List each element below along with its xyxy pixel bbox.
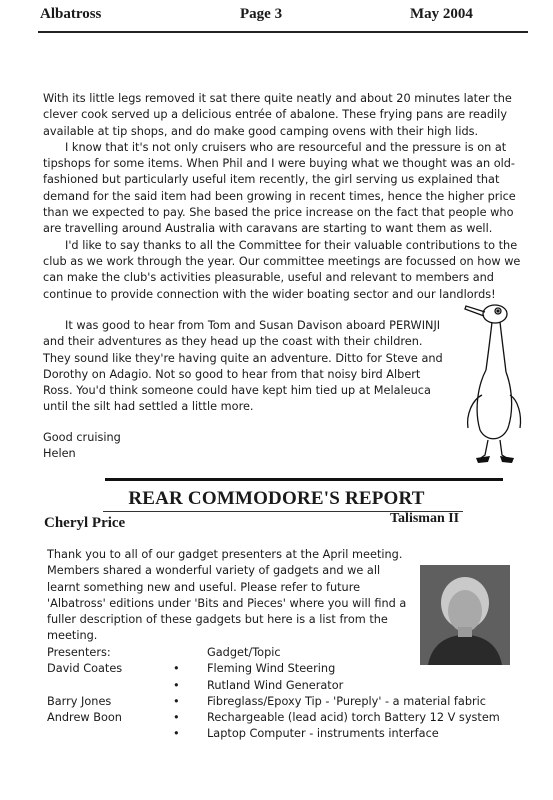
gadget-topics (207, 645, 500, 743)
list-item: Fleming Wind Steering (207, 662, 336, 676)
list-item: Barry Jones (47, 694, 112, 708)
section-divider (105, 478, 503, 481)
author-boat: Talisman II (390, 511, 460, 526)
bullet-column (173, 645, 180, 743)
page-number: Page 3 (240, 6, 283, 22)
list-item: David Coates (47, 662, 123, 676)
list-item: Andrew Boon (47, 711, 122, 725)
list-item: Gadget/Topic (207, 646, 281, 659)
paragraph-gadgets: Thank you to all of our gadget presenters at the April meeting. Members shared a wonderful variety of gadgets and we all learnt something new and useful. Please refer to future 'Albatross' editions under 'Bits and Pieces' where you will find a fuller description of these gadgets but here is a list from the meeting. (47, 548, 407, 643)
intro-text (43, 91, 521, 303)
list-item: Laptop Computer - instruments interface (207, 727, 439, 741)
report-title: REAR COMMODORE'S REPORT (128, 488, 425, 509)
paragraph-committee: I'd like to say thanks to all the Committee for their valuable contributions to the club as we work through the year. Our committee meetings are focussed on how we can make the club's activities pleasurable, useful and relevant to members and continue to provide connection with the wider boating sector and our landlords! (43, 238, 521, 301)
header-rule (38, 31, 528, 33)
bullet-icon: • (173, 727, 180, 741)
bullet-icon: • (173, 711, 180, 725)
presenter-names (47, 645, 122, 743)
bullet-icon (173, 645, 180, 661)
list-item (47, 678, 122, 694)
paragraph-tipshops: I know that it's not only cruisers who are resourceful and the pressure is on at tipshops for some items. When Phil and I were buying what we thought was an old-fashioned but particularly useful item recently, the girl serving us explained that demand for the said item had been growing in recent times, hence the higher price than we expected to pay. She based the price increase on the fact that people who are travelling around Australia with caravans are starting to want them as well. (43, 140, 516, 236)
report-author: Cheryl Price (44, 515, 126, 531)
paragraph-davison: It was good to hear from Tom and Susan Davison aboard PERWINJI and their adventures as they head up the coast with their children. They sound like they're having quite an adventure. Ditto for Steve and Dorothy on Adagio. Not so good to hear from that noisy bird Albert Ross. You'd think someone could have kept him tied up at Melaleuca until the silt had settled a little more. (43, 319, 443, 414)
bullet-icon: • (173, 662, 180, 676)
signoff-line: Good cruising (43, 431, 121, 444)
issue-date: May 2004 (410, 6, 473, 22)
list-item: Rutland Wind Generator (207, 678, 344, 692)
list-item: Rechargeable (lead acid) torch Battery 12 V system (207, 711, 500, 725)
list-item: Fibreglass/Epoxy Tip - 'Pureply' - a material fabric (207, 694, 487, 708)
newsletter-name: Albatross (40, 6, 102, 22)
bullet-icon: • (173, 678, 180, 692)
list-item: Presenters: (47, 646, 111, 659)
davison-text (43, 318, 443, 416)
signoff-name: Helen (43, 447, 76, 461)
paragraph-abalone: With its little legs removed it sat there quite neatly and about 20 minutes later the clever cook served up a delicious entrée of abalone. These frying pans are readily available at tip shops, and do make good camping ovens with their high lids. (43, 92, 512, 138)
albatross-cartoon-icon (450, 300, 530, 470)
report-body (47, 547, 407, 645)
list-item (47, 726, 122, 742)
signoff (43, 430, 121, 463)
bullet-icon: • (173, 694, 180, 708)
